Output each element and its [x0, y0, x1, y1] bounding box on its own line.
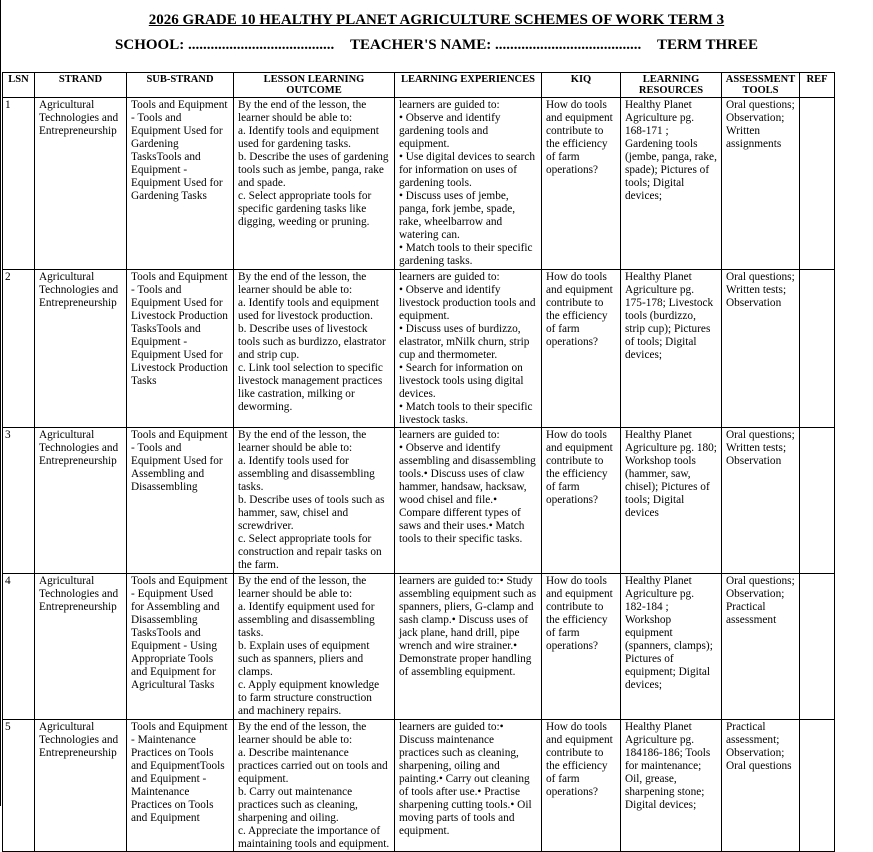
header-ref: REF	[800, 73, 835, 98]
outcome-cell	[234, 574, 395, 720]
resources-cell: Healthy Planet Agriculture pg. 180; Workshop tools (hammer, saw, chisel); Pictures of tools; Digital devices	[621, 428, 722, 574]
outcome-line: c. Appreciate the importance of maintaining tools and equipment.	[238, 825, 390, 850]
experience-line: • Observe and identify assembling and disassembling tools.• Discuss uses of claw hammer, handsaw, hacksaw, wood chisel and file.• Compare different types of saws and their uses.• Match tools to their specific tasks.	[399, 442, 536, 545]
substrand-cell: Tools and Equipment - Tools and Equipment Used for Gardening TasksTools and Equipment - Equipment Used for Gardening Tasks	[127, 98, 234, 270]
experiences-cell	[395, 98, 542, 270]
outcome-line: b. Describe the uses of gardening tools such as jembe, panga, rake and spade.	[238, 151, 389, 189]
teacher-name-field: TEACHER'S NAME: .......................................	[349, 37, 642, 53]
outcome-line: b. Describe uses of tools such as hammer, saw, chisel and screwdriver.	[238, 494, 385, 532]
school-field: SCHOOL: .......................................	[115, 37, 335, 53]
outcome-line: By the end of the lesson, the learner should be able to:	[238, 575, 367, 600]
experience-line: learners are guided to:	[399, 429, 500, 441]
assessment-cell: Oral questions; Written tests; Observation	[722, 270, 800, 428]
strand-cell: Agricultural Technologies and Entrepreneurship	[35, 98, 127, 270]
substrand-cell: Tools and Equipment - Tools and Equipment Used for Assembling and Disassembling	[127, 428, 234, 574]
outcome-line: a. Identify tools used for assembling and disassembling tasks.	[238, 455, 375, 493]
lsn-cell: 1	[3, 98, 35, 270]
experience-line: learners are guided to:• Study assembling equipment such as spanners, pliers, G-clamp and sash clamp.• Discuss uses of jack plane, hand drill, pipe wrench and wire strainer.• Demonstrate proper handling of assembling equipment.	[399, 575, 537, 678]
assessment-cell: Oral questions; Written tests; Observation	[722, 428, 800, 574]
strand-cell: Agricultural Technologies and Entrepreneurship	[35, 270, 127, 428]
experience-line: • Match tools to their specific livestock tasks.	[399, 401, 533, 426]
experience-line: • Use digital devices to search for information on uses of gardening tools.	[399, 151, 536, 189]
experience-line: learners are guided to:	[399, 271, 500, 283]
header-outcome: LESSON LEARNING OUTCOME	[234, 73, 395, 98]
outcome-line: a. Identify tools and equipment used for gardening tasks.	[238, 125, 379, 150]
experience-line: • Observe and identify livestock production tools and equipment.	[399, 284, 536, 322]
kiq-cell: How do tools and equipment contribute to the efficiency of farm operations?	[542, 574, 621, 720]
experiences-cell	[395, 720, 542, 852]
table-row	[3, 720, 835, 852]
experiences-cell	[395, 270, 542, 428]
outcome-line: a. Describe maintenance practices carried out on tools and equipment.	[238, 747, 388, 785]
outcome-line: By the end of the lesson, the learner should be able to:	[238, 99, 367, 124]
ref-cell	[800, 270, 835, 428]
lsn-cell: 2	[3, 270, 35, 428]
header-kiq: KIQ	[542, 73, 621, 98]
strand-cell: Agricultural Technologies and Entrepreneurship	[35, 428, 127, 574]
strand-cell: Agricultural Technologies and Entrepreneurship	[35, 720, 127, 852]
assessment-cell: Practical assessment; Observation; Oral questions	[722, 720, 800, 852]
header-experiences: LEARNING EXPERIENCES	[395, 73, 542, 98]
experience-line: • Match tools to their specific gardening tasks.	[399, 242, 533, 267]
assessment-cell: Oral questions; Observation; Practical assessment	[722, 574, 800, 720]
table-row	[3, 270, 835, 428]
outcome-line: b. Describe uses of livestock tools such as burdizzo, elastrator and strip cup.	[238, 323, 386, 361]
schemes-of-work-table	[2, 72, 835, 852]
ref-cell	[800, 98, 835, 270]
experience-line: • Observe and identify gardening tools and equipment.	[399, 112, 501, 150]
document-subtitle	[0, 37, 873, 54]
header-resources: LEARNING RESOURCES	[621, 73, 722, 98]
experience-line: learners are guided to:	[399, 99, 500, 111]
ref-cell	[800, 720, 835, 852]
lsn-cell: 4	[3, 574, 35, 720]
table-row	[3, 574, 835, 720]
ref-cell	[800, 428, 835, 574]
experience-line: learners are guided to:• Discuss maintenance practices such as cleaning, sharpening, oiling and painting.• Carry out cleaning of tools after use.• Practise sharpening cutting tools.• Oil moving parts of tools and equipment.	[399, 721, 532, 837]
resources-cell: Healthy Planet Agriculture pg. 182-184 ; Workshop equipment (spanners, clamps); Pictures of equipment; Digital devices;	[621, 574, 722, 720]
substrand-cell: Tools and Equipment - Tools and Equipment Used for Livestock Production TasksTools and Equipment - Equipment Used for Livestock Production Tasks	[127, 270, 234, 428]
outcome-line: c. Select appropriate tools for construction and repair tasks on the farm.	[238, 533, 382, 571]
substrand-cell: Tools and Equipment - Equipment Used for Assembling and Disassembling TasksTools and Equipment - Using Appropriate Tools and Equipment for Agricultural Tasks	[127, 574, 234, 720]
header-assessment: ASSESSMENT TOOLS	[722, 73, 800, 98]
lsn-cell: 3	[3, 428, 35, 574]
table-row	[3, 428, 835, 574]
lsn-cell: 5	[3, 720, 35, 852]
experiences-cell	[395, 574, 542, 720]
outcome-cell	[234, 428, 395, 574]
outcome-cell	[234, 98, 395, 270]
outcome-line: By the end of the lesson, the learner should be able to:	[238, 429, 367, 454]
header-lsn: LSN	[3, 73, 35, 98]
outcome-cell	[234, 270, 395, 428]
kiq-cell: How do tools and equipment contribute to the efficiency of farm operations?	[542, 428, 621, 574]
kiq-cell: How do tools and equipment contribute to the efficiency of farm operations?	[542, 720, 621, 852]
document-title: 2026 GRADE 10 HEALTHY PLANET AGRICULTURE SCHEMES OF WORK TERM 3	[148, 12, 725, 28]
header-substrand: SUB-STRAND	[127, 73, 234, 98]
experiences-cell	[395, 428, 542, 574]
experience-line: • Discuss uses of burdizzo, elastrator, mNilk churn, strip cup and thermometer.	[399, 323, 530, 361]
outcome-line: c. Apply equipment knowledge to farm structure construction and machinery repairs.	[238, 679, 380, 717]
kiq-cell: How do tools and equipment contribute to the efficiency of farm operations?	[542, 270, 621, 428]
assessment-cell: Oral questions; Observation; Written assignments	[722, 98, 800, 270]
page-border	[0, 0, 1, 806]
experience-line: • Search for information on livestock tools using digital devices.	[399, 362, 524, 400]
strand-cell: Agricultural Technologies and Entrepreneurship	[35, 574, 127, 720]
table-row	[3, 98, 835, 270]
outcome-line: a. Identify equipment used for assembling and disassembling tasks.	[238, 601, 375, 639]
table-header-row	[3, 73, 835, 98]
outcome-line: By the end of the lesson, the learner should be able to:	[238, 271, 367, 296]
outcome-line: By the end of the lesson, the learner should be able to:	[238, 721, 367, 746]
outcome-line: a. Identify tools and equipment used for livestock production.	[238, 297, 379, 322]
outcome-line: b. Explain uses of equipment such as spanners, pliers and clamps.	[238, 640, 370, 678]
experience-line: • Discuss uses of jembe, panga, fork jembe, spade, rake, wheelbarrow and watering can.	[399, 190, 516, 241]
outcome-line: c. Select appropriate tools for specific gardening tasks like digging, weeding or pruning.	[238, 190, 372, 228]
ref-cell	[800, 574, 835, 720]
kiq-cell: How do tools and equipment contribute to the efficiency of farm operations?	[542, 98, 621, 270]
resources-cell: Healthy Planet Agriculture pg. 184186-186; Tools for maintenance; Oil, grease, sharpening stone; Digital devices;	[621, 720, 722, 852]
resources-cell: Healthy Planet Agriculture pg. 168-171 ; Gardening tools (jembe, panga, rake, spade); Pictures of tools; Digital devices;	[621, 98, 722, 270]
outcome-cell	[234, 720, 395, 852]
outcome-line: b. Carry out maintenance practices such as cleaning, sharpening and oiling.	[238, 786, 358, 824]
header-strand: STRAND	[35, 73, 127, 98]
term-label: TERM THREE	[656, 37, 758, 53]
resources-cell: Healthy Planet Agriculture pg. 175-178; Livestock tools (burdizzo, strip cup); Pictures of tools; Digital devices;	[621, 270, 722, 428]
substrand-cell: Tools and Equipment - Maintenance Practices on Tools and EquipmentTools and Equipment - Maintenance Practices on Tools and Equipment	[127, 720, 234, 852]
outcome-line: c. Link tool selection to specific livestock management practices like castration, milking or deworming.	[238, 362, 383, 413]
